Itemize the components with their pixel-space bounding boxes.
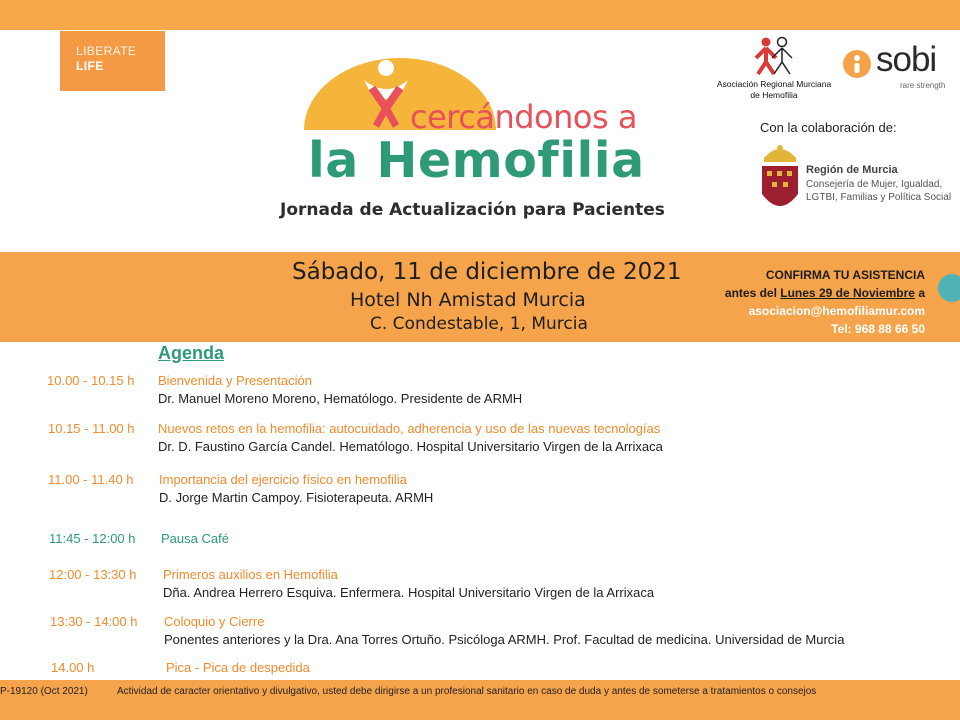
armh-people-icon [744,36,804,76]
mail-icon [938,274,960,302]
liberate-life-logo [60,31,165,91]
agenda-speaker: Dr. Manuel Moreno Moreno, Hematólogo. Presidente de ARMH [158,391,523,406]
rsvp-block [725,266,925,338]
rsvp-deadline-date: Lunes 29 de Noviembre [780,286,915,300]
footer-band [0,680,960,720]
event-info-band [0,252,960,342]
logo-line-1: cercándonos a [410,98,637,136]
armh-logo [704,36,844,101]
rsvp-phone: Tel: 968 88 66 50 [831,322,925,336]
armh-name-line-1: Asociación Regional Murciana [716,79,832,89]
coat-of-arms-icon [758,142,802,218]
region-department-line-2: LGTBI, Familias y Política Social [806,192,952,203]
agenda-time: 10.15 - 11.00 h [48,421,135,436]
collaboration-label: Con la colaboración de: [760,120,897,135]
agenda-topic: Bienvenida y Presentación [158,373,312,388]
agenda-speaker: Dña. Andrea Herrero Esquiva. Enfermera. Hospital Universitario Virgen de la Arrixaca [163,585,655,600]
agenda-topic: Pica - Pica de despedida [166,660,310,675]
agenda-time: 10.00 - 10.15 h [47,373,135,388]
region-murcia-logo [758,142,960,220]
agenda-speaker: D. Jorge Martin Campoy. Fisioterapeuta. ARMH [159,490,434,505]
region-department [806,178,960,204]
logo-line-2: la Hemofilia [308,132,645,189]
agenda-topic: Coloquio y Cierre [164,614,265,629]
sobi-tagline: rare strength [900,81,946,90]
agenda-title: Agenda [158,343,225,363]
agenda-time: 11.00 - 11.40 h [48,472,134,487]
agenda-topic: Importancia del ejercicio físico en hemofilia [159,472,407,487]
event-logo [302,52,652,189]
page-subtitle: Jornada de Actualización para Pacientes [280,200,665,220]
agenda-time: 14.00 h [51,660,95,675]
rsvp-deadline-suffix: a [914,286,925,300]
top-stripe [0,0,960,30]
region-department-line-1: Consejería de Mujer, Igualdad, [806,179,943,190]
liberate-text: LIBERATE [76,44,137,58]
region-name: Región de Murcia [806,164,898,176]
agenda-topic: Primeros auxilios en Hemofilia [163,567,338,582]
footer-disclaimer: Actividad de caracter orientativo y divulgativo, usted debe dirigirse a un profesional sanitario en caso de duda y antes de someterse a tratamientos o consejos [117,686,817,697]
agenda-time: 12:00 - 13:30 h [49,567,137,582]
rsvp-heading: CONFIRMA TU ASISTENCIA [765,268,925,282]
agenda-topic: Pausa Café [161,531,229,546]
agenda-speaker: Dr. D. Faustino García Candel. Hematólogo. Hospital Universitario Virgen de la Arrixaca [158,439,663,454]
sobi-wordmark: sobi [876,40,937,79]
agenda-speaker: Ponentes anteriores y la Dra. Ana Torres Ortuño. Psicóloga ARMH. Prof. Facultad de medicina. Universidad de Murcia [164,632,845,647]
agenda-topic: Nuevos retos en la hemofilia: autocuidado, adherencia y uso de las nuevas tecnologías [158,421,661,436]
sobi-dot-icon [842,49,872,79]
life-text: LIFE [76,59,104,73]
event-address: C. Condestable, 1, Murcia [370,314,588,334]
event-date: Sábado, 11 de diciembre de 2021 [292,259,682,285]
sobi-logo [842,40,960,95]
rsvp-deadline [725,284,925,302]
rsvp-email-link[interactable]: asociacion@hemofiliamur.com [748,304,925,318]
event-venue: Hotel Nh Amistad Murcia [350,289,586,311]
agenda-time: 13:30 - 14:00 h [50,614,138,629]
rsvp-deadline-prefix: antes del [724,286,781,300]
armh-name-line-2: de Hemofilia [750,90,798,100]
document-code: P-19120 (Oct 2021) [0,686,88,697]
agenda-time: 11:45 - 12:00 h [49,531,136,546]
